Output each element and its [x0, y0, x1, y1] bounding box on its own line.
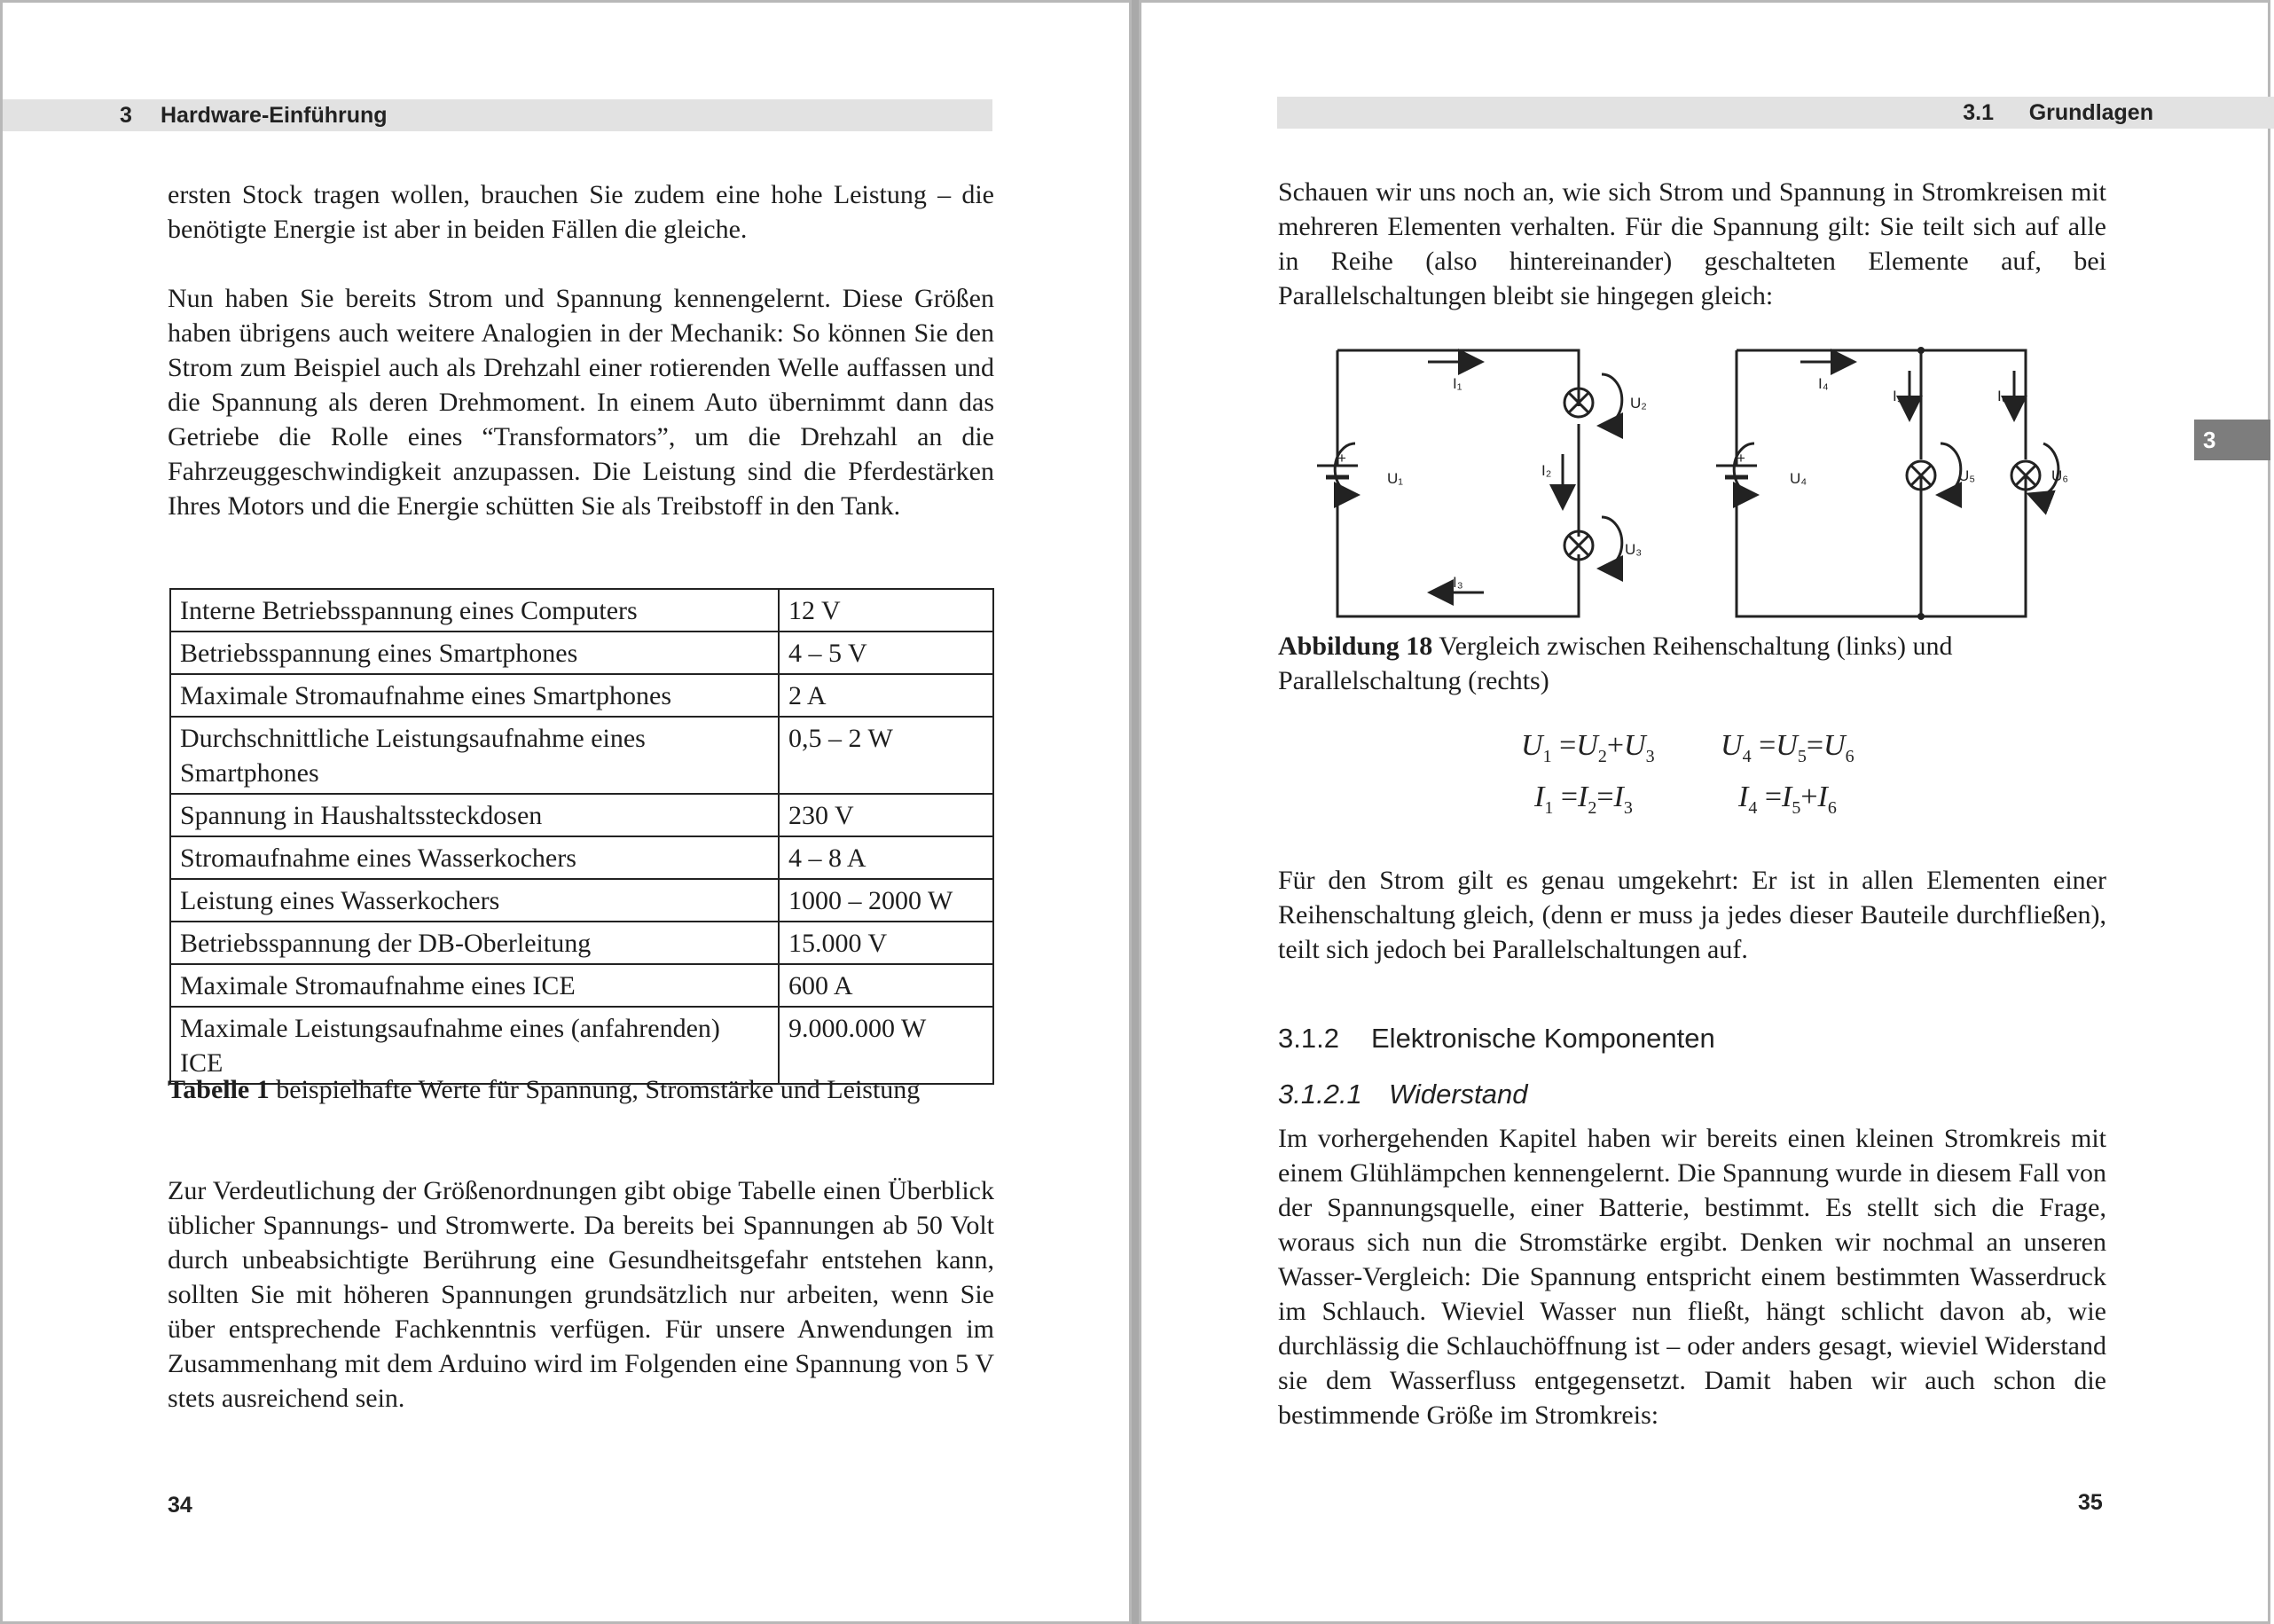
values-table [169, 588, 994, 1085]
table-cell-quantity: Durchschnittliche Leistungsaufnahme eines Smartphones [170, 717, 779, 794]
table-cell-value: 600 A [779, 964, 993, 1007]
table-cell-value: 1000 – 2000 W [779, 879, 993, 922]
section-heading-number: 3.1.2 [1278, 1023, 1339, 1054]
section-number: 3.1 [1963, 100, 1994, 125]
table-cell-quantity: Maximale Leistungsaufnahme eines (anfahrenden) ICE [170, 1007, 779, 1084]
figure-caption-label: Abbildung 18 [1278, 632, 1433, 661]
table-cell-value: 230 V [779, 794, 993, 836]
equation-series-voltage: $U_1 =U_2+U_3$ [1521, 729, 1655, 766]
table-cell-quantity: Stromaufnahme eines Wasserkochers [170, 836, 779, 879]
table-cell-quantity: Leistung eines Wasserkochers [170, 879, 779, 922]
table-cell-value: 4 – 8 A [779, 836, 993, 879]
section-title: Grundlagen [2028, 100, 2153, 125]
parallel-circuit-wire [1737, 350, 2026, 616]
table-row [170, 632, 993, 674]
table-caption-text: beispielhafte Werte für Spannung, Stromstärke und Leistung [276, 1075, 921, 1104]
paragraph-text: Schauen wir uns noch an, wie sich Strom und Spannung in Stromkreisen mit mehreren Elementen verhalten. Für die Spannung gilt: Sie teilt sich auf alle in Reihe (also hintereinander) geschalteten Elemente auf, bei Parallelschaltungen bleibt sie hingegen gleich: [1278, 177, 2106, 310]
paragraph-5 [1278, 863, 2106, 967]
running-header-left [3, 99, 992, 131]
figure-caption-text: Vergleich zwischen Reihenschaltung (links) und Parallelschaltung (rechts) [1278, 632, 1953, 695]
table-cell-value: 2 A [779, 674, 993, 717]
table-cell-quantity: Betriebsspannung der DB-Oberleitung [170, 922, 779, 964]
table-cell-quantity: Spannung in Haushaltssteckdosen [170, 794, 779, 836]
table-cell-quantity: Betriebsspannung eines Smartphones [170, 632, 779, 674]
left-page [0, 0, 1132, 1624]
table-row [170, 922, 993, 964]
running-header-right [1277, 97, 2274, 129]
label-i2: I₂ [1541, 462, 1552, 479]
paragraph-text: Für den Strom gilt es genau umgekehrt: Er ist in allen Elementen einer Reihenschaltung gleich, (denn er muss ja jedes dieser Bauteile durchfließen), teilt sich jedoch bei Parallelschaltungen auf. [1278, 866, 2106, 964]
table-row [170, 794, 993, 836]
book-gutter [1132, 0, 1139, 1624]
section-heading-text: Elektronische Komponenten [1371, 1023, 1715, 1054]
label-u6: U₆ [2051, 467, 2069, 484]
paragraph-4 [1278, 175, 2106, 313]
table-row [170, 589, 993, 632]
table-cell-value: 4 – 5 V [779, 632, 993, 674]
table-caption-label: Tabelle 1 [168, 1075, 270, 1104]
lamp-u3-cross [1569, 536, 1588, 555]
equation-series-current: $I_1 =I_2=I_3$ [1534, 781, 1633, 818]
chapter-title: Hardware-Einführung [161, 103, 388, 128]
label-minus-left: – [1337, 483, 1346, 500]
circuit-diagram [1304, 337, 2069, 625]
table-cell-value: 12 V [779, 589, 993, 632]
page-number-left: 34 [168, 1493, 192, 1518]
paragraph-text: Nun haben Sie bereits Strom und Spannung kennengelernt. Diese Größen haben übrigens auch weitere Analogien in der Mechanik: So können Sie den Strom zum Beispiel auch als Drehzahl einer rotierenden Welle auffassen und die Spannung als deren Drehmoment. In einem Auto übernimmt dann das Getriebe die Rolle eines “Transformators”, um die Drehzahl an die Fahrzeuggeschwindigkeit anzupassen. Die Leistung sind die Pferdestärken Ihres Motors und die Energie schütten Sie als Treibstoff in den Tank. [168, 284, 994, 521]
table-caption [168, 1072, 994, 1107]
label-u4: U₄ [1790, 470, 1807, 487]
table-cell-value: 0,5 – 2 W [779, 717, 993, 794]
subsection-heading-text: Widerstand [1389, 1079, 1528, 1110]
equation-parallel-current: $I_4 =I_5+I_6$ [1738, 781, 1837, 818]
label-u5: U₅ [1958, 467, 1976, 484]
chapter-number: 3 [120, 103, 132, 128]
paragraph-3 [168, 1173, 994, 1416]
paragraph-text: Zur Verdeutlichung der Größenordnungen gibt obige Tabelle einen Überblick üblicher Spannungs- und Stromwerte. Da bereits bei Spannungen ab 50 Volt durch unbeabsichtigte Berührung eine Gesundheitsgefahr entstehen kann, sollten Sie mit höheren Spannungen grundsätzlich nur arbeiten, wenn Sie über entsprechende Fachkenntnis verfügen. Für unsere Anwendungen im Zusammenhang mit dem Arduino wird im Folgenden eine Spannung von 5 V stets ausreichend sein. [168, 1176, 994, 1413]
table-cell-value: 15.000 V [779, 922, 993, 964]
paragraph-6 [1278, 1121, 2106, 1432]
figure-caption [1278, 629, 2106, 698]
table-cell-quantity: Maximale Stromaufnahme eines Smartphones [170, 674, 779, 717]
label-i6: I₆ [1997, 388, 2008, 404]
table-cell-quantity: Maximale Stromaufnahme eines ICE [170, 964, 779, 1007]
chapter-thumb-tab: 3 [2194, 420, 2270, 460]
table-row [170, 717, 993, 794]
junction-top [1917, 347, 1925, 354]
page-number-right: 35 [2078, 1490, 2103, 1515]
voltage-arrow-u3 [1602, 517, 1622, 569]
label-plus-left: + [1337, 450, 1346, 467]
voltage-arrow-u2 [1602, 374, 1622, 426]
paragraph-1 [168, 177, 994, 247]
junction-bottom [1917, 613, 1925, 620]
label-i4: I₄ [1818, 375, 1829, 392]
table-row [170, 674, 993, 717]
table-cell-value: 9.000.000 W [779, 1007, 993, 1084]
table-cell-quantity: Interne Betriebsspannung eines Computers [170, 589, 779, 632]
paragraph-2 [168, 281, 994, 523]
table-row [170, 836, 993, 879]
label-minus-right: – [1737, 483, 1745, 500]
label-u3: U₃ [1625, 541, 1643, 558]
label-i1: I₁ [1453, 375, 1462, 392]
paragraph-text: ersten Stock tragen wollen, brauchen Sie zudem eine hohe Leistung – die benötigte Energie ist aber in beiden Fällen die gleiche. [168, 180, 994, 244]
paragraph-text: Im vorhergehenden Kapitel haben wir bereits einen kleinen Stromkreis mit einem Glühlämpchen kennengelernt. Die Spannung wurde in diesem Fall von der Spannungsquelle, einer Batterie, bestimmt. Es stellt sich die Frage, woraus sich nun die Stromstärke ergibt. Denken wir nochmal an unseren Wasser-Vergleich: Die Spannung entspricht einem bestimmten Wasserdruck im Schlauch. Wieviel Wasser nun fließt, hängt schlicht davon ab, wie durchlässig die Schlauchöffnung ist – oder anders gesagt, wieviel Widerstand sie dem Wasserfluss entgegensetzt. Damit haben wir auch schon die bestimmende Größe im Stromkreis: [1278, 1124, 2106, 1430]
label-plus-right: + [1737, 450, 1745, 467]
subsection-heading [1278, 1079, 1528, 1110]
label-i3: I₃ [1453, 574, 1463, 591]
equation-parallel-voltage: $U_4 =U_5=U_6$ [1721, 729, 1854, 766]
table-row [170, 964, 993, 1007]
label-i5: I₅ [1893, 388, 1903, 404]
subsection-heading-number: 3.1.2.1 [1278, 1079, 1362, 1110]
table-row [170, 879, 993, 922]
section-heading [1278, 1023, 1715, 1055]
label-u2: U₂ [1630, 395, 1647, 412]
label-u1: U₁ [1387, 470, 1404, 487]
